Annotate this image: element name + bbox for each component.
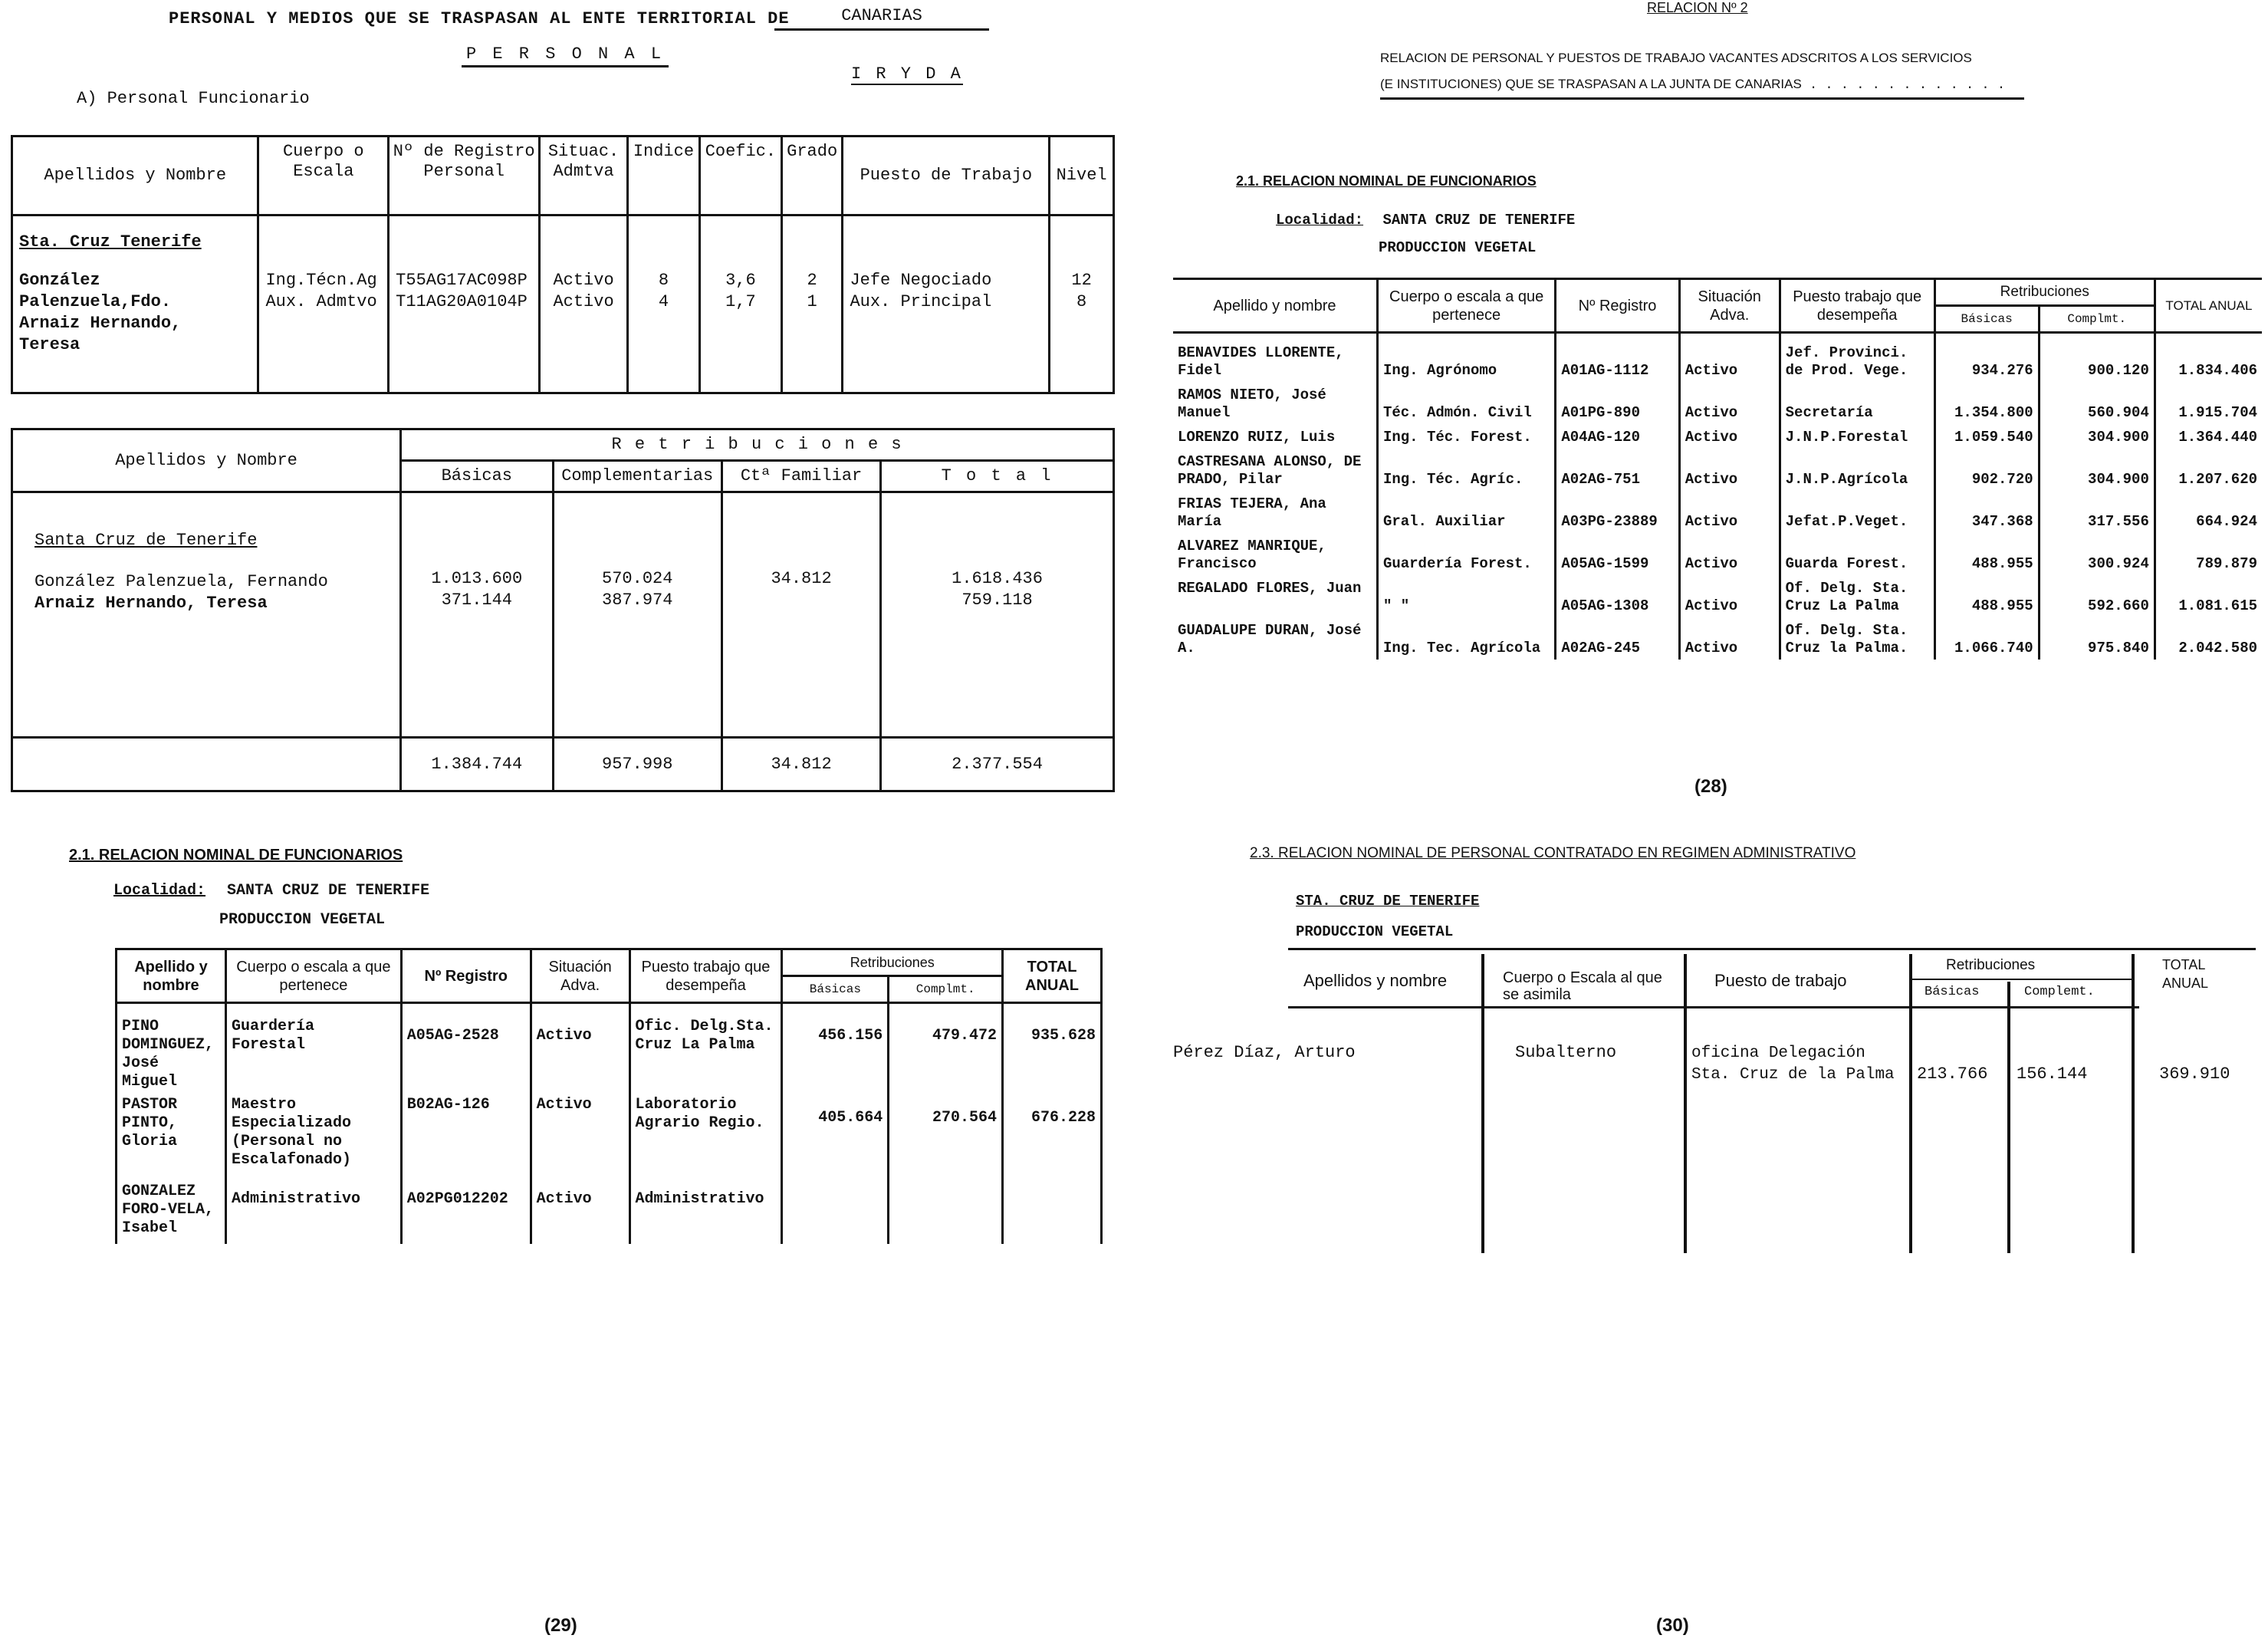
group-header: Retribuciones — [782, 949, 1003, 976]
cell: Activo — [1679, 617, 1780, 660]
locality-line — [113, 882, 429, 900]
cell: A05AG-2528 — [401, 1003, 531, 1094]
person-name: FRIAS TEJERA, Ana María — [1173, 491, 1377, 533]
table-row — [117, 1003, 1102, 1094]
cell: 2 — [807, 271, 817, 290]
cell: A02AG-245 — [1556, 617, 1679, 660]
col-header: Puesto trabajo que desempeña — [1780, 279, 1934, 333]
col-header: Nº Registro — [401, 949, 531, 1003]
cell — [889, 1172, 1003, 1244]
locality-value: SANTA CRUZ DE TENERIFE — [227, 882, 430, 900]
person-name: ALVAREZ MANRIQUE, Francisco — [1173, 533, 1377, 575]
col-header: Coefic. — [699, 137, 781, 215]
cell: 900.120 — [2039, 333, 2155, 383]
total-cell: 2.377.554 — [881, 738, 1114, 791]
header-bottom-rule — [1288, 1006, 2139, 1008]
cell: Gral. Auxiliar — [1377, 491, 1555, 533]
cell: oficina Delegación Sta. Cruz de la Palma — [1691, 1045, 1895, 1084]
cell: 156.144 — [2017, 1064, 2088, 1084]
totals-row — [12, 738, 1114, 791]
cell: Of. Delg. Sta. Cruz la Palma. — [1780, 617, 1934, 660]
cell: 8 — [1076, 292, 1087, 311]
cell: 1,7 — [725, 292, 756, 311]
person-name: CASTRESANA ALONSO, DE PRADO, Pilar — [1173, 449, 1377, 491]
cell: 369.910 — [2159, 1064, 2230, 1084]
cell: Aux. Admtvo — [265, 292, 377, 311]
locality-value: STA. CRUZ DE TENERIFE — [1296, 893, 1480, 910]
page-number: (28) — [1694, 776, 1727, 797]
total-cell: 957.998 — [553, 738, 722, 791]
cell: 300.924 — [2039, 533, 2155, 575]
total-cell: 1.384.744 — [401, 738, 553, 791]
cell: Téc. Admón. Civil — [1377, 382, 1555, 424]
table-row — [1173, 449, 2262, 491]
section-heading: 2.3. RELACION NOMINAL DE PERSONAL CONTRATADO EN REGIMEN ADMINISTRATIVO — [1250, 845, 1856, 861]
group-rule — [1911, 979, 2133, 980]
cell: Activo — [1679, 575, 1780, 617]
col-header: Apellidos y nombre — [1303, 971, 1448, 990]
cell: Ofic. Delg.Sta. Cruz La Palma — [629, 1003, 782, 1094]
col-header: Apellidos y Nombre — [12, 137, 258, 215]
col-header: TOTAL ANUAL — [1003, 949, 1102, 1003]
cell: Activo — [531, 1094, 629, 1172]
section-a-label: A) Personal Funcionario — [77, 89, 310, 108]
table-row — [1173, 333, 2262, 383]
cell: 1.915.704 — [2155, 382, 2262, 424]
person-name: PINO DOMINGUEZ, José Miguel — [117, 1003, 226, 1094]
cell: Secretaría — [1780, 382, 1934, 424]
page-number: (30) — [1656, 1615, 1689, 1636]
cell: 934.276 — [1934, 333, 2039, 383]
col-header: Situación Adva. — [531, 949, 629, 1003]
section-heading: 2.1. RELACION NOMINAL DE FUNCIONARIOS — [1236, 173, 1537, 189]
table-row — [1173, 533, 2262, 575]
cell: T11AG20A0104P — [396, 292, 528, 311]
cell: 2.042.580 — [2155, 617, 2262, 660]
cell: 1 — [807, 292, 817, 311]
cell: 975.840 — [2039, 617, 2155, 660]
cell: A02PG012202 — [401, 1172, 531, 1244]
cell: Activo — [1679, 491, 1780, 533]
cell: 387.974 — [602, 591, 673, 610]
col-header: Situación Adva. — [1679, 279, 1780, 333]
table-row — [1173, 491, 2262, 533]
cell: A01AG-1112 — [1556, 333, 1679, 383]
col-header: Indice — [627, 137, 699, 215]
cell: 347.368 — [1934, 491, 2039, 533]
locality-line — [1276, 212, 1575, 229]
intro-text: (E INSTITUCIONES) QUE SE TRASPASAN A LA JUNTA DE CANARIAS — [1380, 77, 1802, 91]
col-header: Apellido y nombre — [117, 949, 226, 1003]
col-header: Nº Registro — [1556, 279, 1679, 333]
person-name: GONZALEZ FORO-VELA, Isabel — [117, 1172, 226, 1244]
cell: J.N.P.Agrícola — [1780, 449, 1934, 491]
group-header: R e t r i b u c i o n e s — [401, 429, 1114, 461]
cell: Ing. Tec. Agrícola — [1377, 617, 1555, 660]
cell: T55AG17AC098P — [396, 271, 528, 290]
total-cell: 34.812 — [722, 738, 881, 791]
cell: Activo — [1679, 333, 1780, 383]
cell: Aux. Principal — [850, 292, 992, 311]
cell: A05AG-1599 — [1556, 533, 1679, 575]
col-header: Cuerpo o escala a que pertenece — [1377, 279, 1555, 333]
cell: 8 — [658, 271, 669, 290]
cell: Activo — [531, 1003, 629, 1094]
cell: 1.618.436 — [952, 569, 1043, 588]
functionaries-table — [11, 135, 1115, 394]
col-header: Complemt. — [2024, 985, 2095, 999]
cell: 570.024 — [602, 569, 673, 588]
person-name: LORENZO RUIZ, Luis — [1173, 424, 1377, 449]
col-header: TOTAL ANUAL — [2162, 957, 2209, 991]
cell: 317.556 — [2039, 491, 2155, 533]
col-header: Puesto de trabajo — [1714, 971, 1847, 990]
cell: Ing. Agrónomo — [1377, 333, 1555, 383]
cell: Of. Delg. Sta. Cruz La Palma — [1780, 575, 1934, 617]
intro-line-2: (E INSTITUCIONES) QUE SE TRASPASAN A LA JUNTA DE CANARIAS . . . . . . . . . . . . . — [1380, 77, 2024, 100]
cell: 1.066.740 — [1934, 617, 2039, 660]
cell: Guarda Forest. — [1780, 533, 1934, 575]
col-header: Situac. Admtva — [540, 137, 628, 215]
person-name: González Palenzuela, Fernando — [35, 572, 328, 591]
cell: Maestro Especializado (Personal no Escalafonado) — [225, 1094, 401, 1172]
column-divider — [1684, 954, 1687, 1253]
cell: 592.660 — [2039, 575, 2155, 617]
cell: 1.013.600 — [431, 569, 523, 588]
cell: 304.900 — [2039, 424, 2155, 449]
cell: 488.955 — [1934, 533, 2039, 575]
col-header: Puesto de Trabajo — [843, 137, 1050, 215]
service-label: PRODUCCION VEGETAL — [1296, 923, 1454, 940]
person-name: GUADALUPE DURAN, José A. — [1173, 617, 1377, 660]
col-header: Cuerpo o Escala — [258, 137, 389, 215]
col-header: Básicas — [401, 461, 553, 492]
cell: 371.144 — [441, 591, 513, 610]
cell: 902.720 — [1934, 449, 2039, 491]
table-row — [12, 492, 1114, 738]
cell: 270.564 — [889, 1094, 1003, 1172]
person-name: REGALADO FLORES, Juan — [1173, 575, 1377, 617]
cell: Activo — [531, 1172, 629, 1244]
cell: 213.766 — [1917, 1064, 1988, 1084]
table-row — [117, 1094, 1102, 1172]
cell: Administrativo — [629, 1172, 782, 1244]
person-name: Pérez Díaz, Arturo — [1173, 1043, 1356, 1062]
cell: 456.156 — [782, 1003, 889, 1094]
col-header: Cuerpo o escala a que pertenece — [225, 949, 401, 1003]
cell: Activo — [1679, 382, 1780, 424]
locality-label: Localidad: — [113, 882, 206, 900]
left-title: PERSONAL Y MEDIOS QUE SE TRASPASAN AL ENTE TERRITORIAL DE — [169, 9, 790, 28]
cell: Activo — [553, 271, 614, 290]
cell: Ing. Téc. Forest. — [1377, 424, 1555, 449]
cell: Activo — [1679, 533, 1780, 575]
cell: 1.081.615 — [2155, 575, 2262, 617]
locality-label: Localidad: — [1276, 212, 1364, 229]
cell: 4 — [658, 292, 669, 311]
cell: 1.354.800 — [1934, 382, 2039, 424]
cell: Guardería Forestal — [225, 1003, 401, 1094]
right-nominal-table — [1173, 278, 2262, 660]
table-row — [1173, 575, 2262, 617]
cell: 405.664 — [782, 1094, 889, 1172]
col-header: Grado — [781, 137, 843, 215]
cell: " " — [1377, 575, 1555, 617]
page-number: (29) — [544, 1615, 577, 1636]
col-header: Apellidos y Nombre — [12, 429, 401, 492]
cell: 789.879 — [2155, 533, 2262, 575]
locality-label: Sta. Cruz Tenerife — [19, 232, 202, 252]
table-row — [12, 215, 1114, 393]
cell: 488.955 — [1934, 575, 2039, 617]
cell: Ing. Téc. Agríc. — [1377, 449, 1555, 491]
cell: 664.924 — [2155, 491, 2262, 533]
cell: Jefat.P.Veget. — [1780, 491, 1934, 533]
col-header: T o t a l — [881, 461, 1114, 492]
cell — [782, 1172, 889, 1244]
cell: 1.207.620 — [2155, 449, 2262, 491]
ministry-label: I R Y D A — [851, 64, 963, 84]
locality-label: Santa Cruz de Tenerife — [35, 531, 258, 550]
col-header: Cuerpo o Escala al que se asimila — [1503, 969, 1662, 1003]
person-name: RAMOS NIETO, José Manuel — [1173, 382, 1377, 424]
cell: 1.364.440 — [2155, 424, 2262, 449]
cell: A04AG-120 — [1556, 424, 1679, 449]
cell: Administrativo — [225, 1172, 401, 1244]
col-header: Puesto trabajo que desempeña — [629, 949, 782, 1003]
table-body — [1173, 333, 2262, 660]
group-header: Retribuciones — [1934, 279, 2155, 306]
cell: A05AG-1308 — [1556, 575, 1679, 617]
cell: Guardería Forest. — [1377, 533, 1555, 575]
cell: Activo — [1679, 449, 1780, 491]
relacion-label: RELACION Nº 2 — [1647, 0, 1748, 15]
cell: 34.812 — [771, 569, 832, 588]
col-header: Complementarias — [553, 461, 722, 492]
cell — [1003, 1172, 1102, 1244]
cell: Activo — [553, 292, 614, 311]
cell: Subalterno — [1515, 1043, 1617, 1062]
cell: A03PG-23889 — [1556, 491, 1679, 533]
col-header: Apellido y nombre — [1173, 279, 1377, 333]
locality-value: SANTA CRUZ DE TENERIFE — [1382, 212, 1576, 229]
personal-heading: P E R S O N A L — [462, 44, 669, 67]
col-header: Básicas — [1934, 306, 2039, 333]
cell: Jef. Provinci. de Prod. Vege. — [1780, 333, 1934, 383]
cell: Laboratorio Agrario Regio. — [629, 1094, 782, 1172]
person-name: Arnaiz Hernando, Teresa — [19, 314, 182, 354]
cell: Ing.Técn.Ag — [265, 271, 377, 290]
col-header: Ctª Familiar — [722, 461, 881, 492]
section-heading: 2.1. RELACION NOMINAL DE FUNCIONARIOS — [69, 847, 403, 864]
cell: 935.628 — [1003, 1003, 1102, 1094]
service-label: PRODUCCION VEGETAL — [1379, 239, 1537, 256]
col-header: Nº de Registro Personal — [389, 137, 540, 215]
cell: 560.904 — [2039, 382, 2155, 424]
cell: 304.900 — [2039, 449, 2155, 491]
person-name: PASTOR PINTO, Gloria — [117, 1094, 226, 1172]
intro-line-1: RELACION DE PERSONAL Y PUESTOS DE TRABAJO VACANTES ADSCRITOS A LOS SERVICIOS — [1380, 51, 1972, 65]
table-top-rule — [1288, 948, 2256, 950]
cell: A02AG-751 — [1556, 449, 1679, 491]
territory: CANARIAS — [774, 6, 989, 31]
table-row — [1173, 424, 2262, 449]
service-label: PRODUCCION VEGETAL — [219, 911, 386, 929]
person-name: BENAVIDES LLORENTE, Fidel — [1173, 333, 1377, 383]
cell: 3,6 — [725, 271, 756, 290]
column-divider — [2132, 954, 2135, 1253]
retributions-table — [11, 428, 1115, 792]
cell: 479.472 — [889, 1003, 1003, 1094]
column-divider — [1481, 954, 1484, 1253]
column-divider — [2007, 982, 2010, 1253]
table-row — [117, 1172, 1102, 1244]
cell: A01PG-890 — [1556, 382, 1679, 424]
person-name: González Palenzuela,Fdo. — [19, 271, 172, 311]
col-header: Básicas — [782, 976, 889, 1003]
cell: Activo — [1679, 424, 1780, 449]
cell: J.N.P.Forestal — [1780, 424, 1934, 449]
cell: Jefe Negociado — [850, 271, 992, 290]
group-header: Retribuciones — [1946, 957, 2036, 973]
table-row — [1173, 382, 2262, 424]
col-header: TOTAL ANUAL — [2155, 279, 2262, 333]
cell: 12 — [1071, 271, 1092, 290]
column-divider — [1909, 954, 1912, 1253]
cell: 1.059.540 — [1934, 424, 2039, 449]
cell: 1.834.406 — [2155, 333, 2262, 383]
col-header: Complmt. — [2039, 306, 2155, 333]
col-header: Nivel — [1050, 137, 1114, 215]
person-name: Arnaiz Hernando, Teresa — [35, 594, 268, 613]
left-nominal-table — [115, 948, 1103, 1244]
cell: B02AG-126 — [401, 1094, 531, 1172]
col-header: Básicas — [1925, 985, 1980, 999]
cell: 759.118 — [961, 591, 1033, 610]
cell: 676.228 — [1003, 1094, 1102, 1172]
table-row — [1173, 617, 2262, 660]
col-header: Complmt. — [889, 976, 1003, 1003]
